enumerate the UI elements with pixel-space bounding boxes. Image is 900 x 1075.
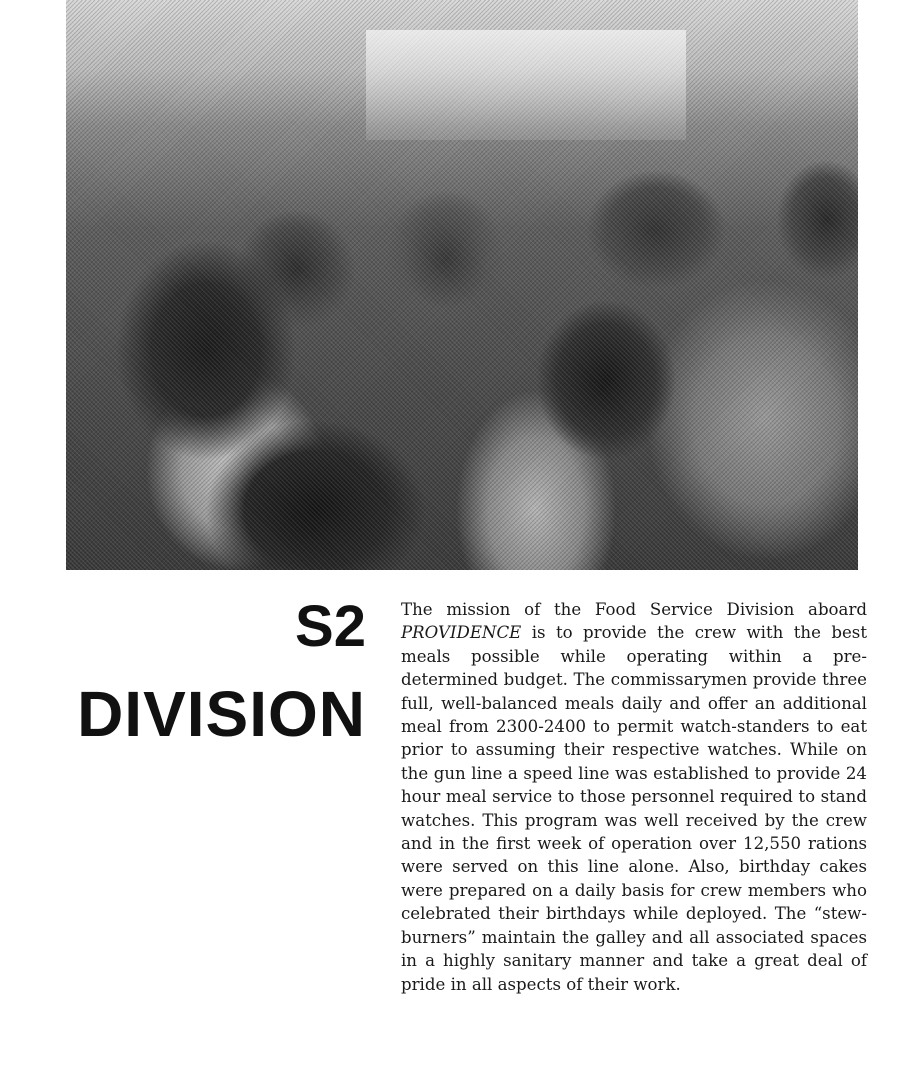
article-body [401, 598, 867, 996]
division-title-word: DIVISION [77, 678, 366, 750]
ship-name: PROVIDENCE [401, 623, 522, 643]
crew-mess-photo [66, 0, 858, 570]
article-body-intro: The mission of the Food Service Division aboard [401, 600, 867, 619]
article-body-rest: is to provide the crew with the best meals possible while operating within a pre-determined budget. The commissarymen provide three full, well-balanced meals daily and offer an additional meal from 2300-2400 to permit watch-standers to eat prior to assuming their respective watches. While on the gun line a speed line was established to provide 24 hour meal service to those personnel required to stand watches. This program was well received by the crew and in the first week of operation over 12,550 rations were served on this line alone. Also, birthday cakes were prepared on a daily basis for crew members who celebrated their birthdays while deployed. The “stew-burners” maintain the galley and all associated spaces in a highly sanitary manner and take a great deal of pride in all aspects of their work. [401, 623, 867, 994]
division-title-s2: S2 [295, 594, 366, 659]
